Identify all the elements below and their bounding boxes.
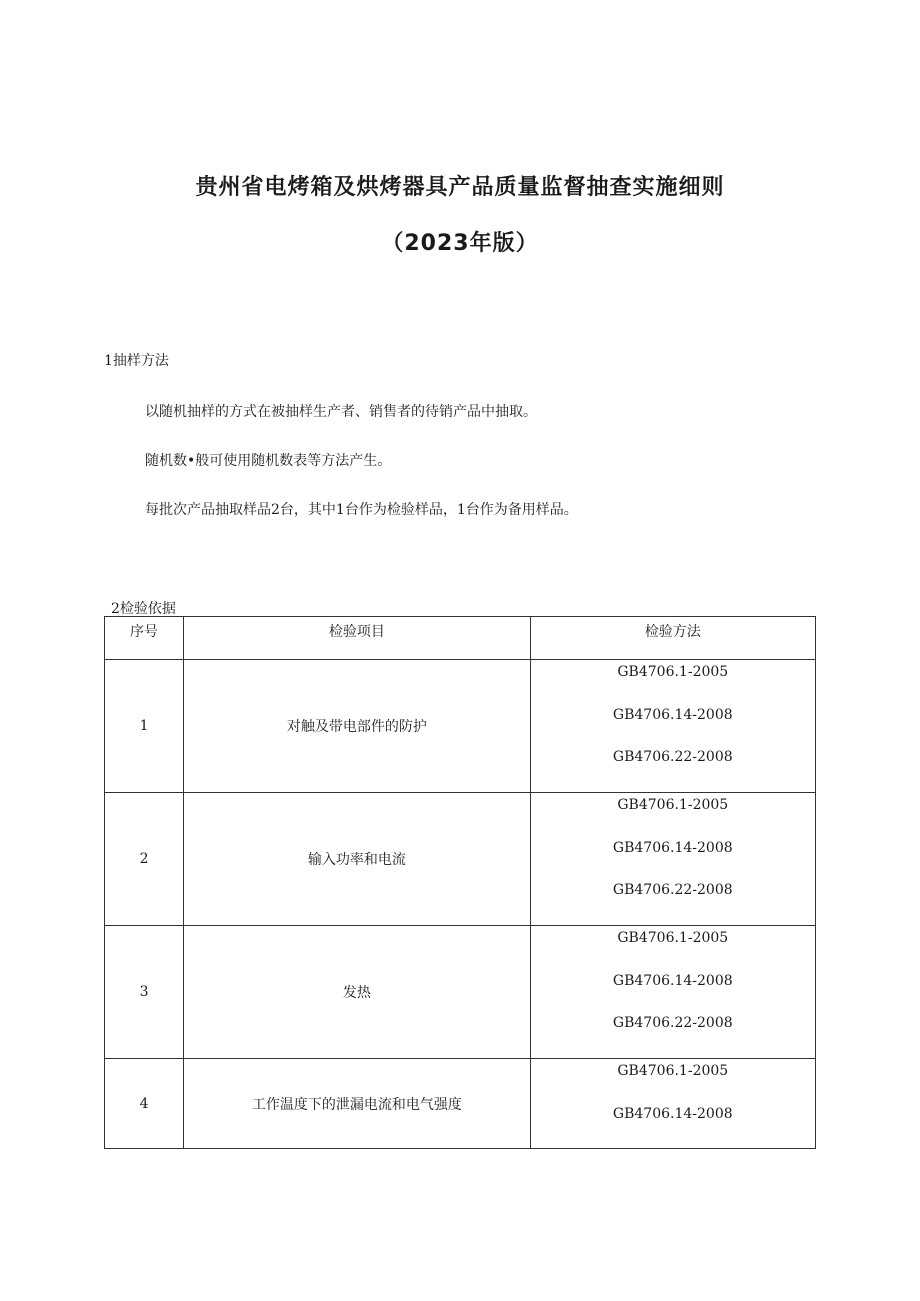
document-edition: （2023年版）	[381, 231, 539, 256]
row-inspection-methods	[530, 926, 815, 1059]
header-inspection-item: 检验项目	[184, 617, 530, 660]
table-row	[105, 926, 816, 1059]
row-serial-number: 4	[105, 1059, 184, 1149]
row-serial-number: 2	[105, 793, 184, 926]
method-standard: GB4706.14-2008	[612, 839, 733, 856]
method-standard: GB4706.22-2008	[612, 749, 733, 765]
section-1-paragraph-1: 以随机抽样的方式在被抽样生产者、销售者的待销产品中抽取。	[145, 404, 537, 420]
document-title: 贵州省电烤箱及烘烤器具产品质量监督抽查实施细则	[195, 175, 725, 200]
table-row	[105, 660, 816, 793]
header-inspection-method: 检验方法	[530, 617, 815, 660]
row-inspection-item: 输入功率和电流	[184, 793, 530, 926]
section-1-paragraph-2: 随机数•般可使用随机数表等方法产生。	[145, 453, 392, 469]
section-1-heading: 1抽样方法	[104, 353, 169, 369]
row-inspection-item: 工作温度下的泄漏电流和电气强度	[184, 1059, 530, 1149]
method-standard: GB4706.1-2005	[617, 930, 729, 946]
header-serial-number: 序号	[105, 617, 184, 660]
method-standard: GB4706.14-2008	[612, 1105, 733, 1122]
method-standard: GB4706.1-2005	[617, 797, 729, 813]
inspection-basis-table	[104, 616, 816, 1149]
method-standard: GB4706.1-2005	[617, 1063, 729, 1079]
row-inspection-methods	[530, 793, 815, 926]
row-serial-number: 1	[105, 660, 184, 793]
method-standard: GB4706.14-2008	[612, 972, 733, 989]
method-standard: GB4706.1-2005	[617, 664, 729, 680]
table-header-row	[105, 617, 816, 660]
method-standard: GB4706.22-2008	[612, 882, 733, 898]
row-inspection-methods	[530, 1059, 815, 1149]
row-inspection-methods	[530, 660, 815, 793]
row-serial-number: 3	[105, 926, 184, 1059]
section-1-paragraph-3: 每批次产品抽取样品2台，其中1台作为检验样品，1台作为备用样品。	[145, 502, 578, 518]
table-row	[105, 793, 816, 926]
section-2-heading: 2检验依据	[111, 601, 176, 617]
method-standard: GB4706.14-2008	[612, 706, 733, 723]
table-row	[105, 1059, 816, 1149]
row-inspection-item: 发热	[184, 926, 530, 1059]
method-standard: GB4706.22-2008	[612, 1015, 733, 1031]
row-inspection-item: 对触及带电部件的防护	[184, 660, 530, 793]
